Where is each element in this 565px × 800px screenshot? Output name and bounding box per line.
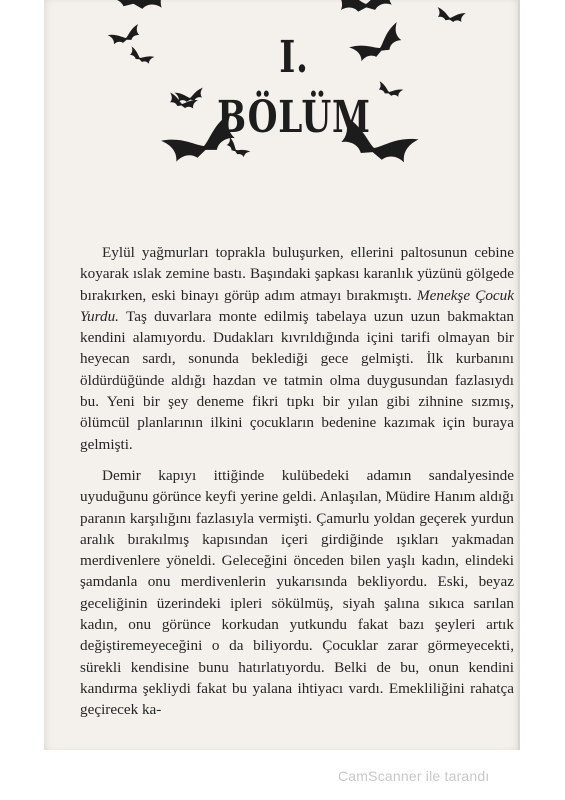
scanner-watermark: CamScanner ile tarandı <box>338 768 490 784</box>
orphanage-name: Menekşe Çocuk Yurdu. <box>80 286 515 325</box>
page-edge <box>518 0 520 750</box>
bat-icon <box>127 46 154 66</box>
paragraph-text: Taş duvarlara monte edilmiş tabelaya uzun uzun bakmaktan kendini alamıyordu. Dudakları kıvrıldığında içini tarifi olmayan bir heyecan sardı, sonunda beklediği gece gelmişti. İlk kurbanını öldürdüğünde aldığı hazdan ve tatmin olma duygusundan fazlasıydı bu. Yeni bir şey deneme fikri tıpkı bir yılan gibi zihnine sızmış, ölümcül planlarının ilkini çocukların bedenine kazımak için buraya gelmişti. <box>80 307 514 453</box>
paragraph <box>80 242 514 455</box>
bat-icon <box>334 0 397 14</box>
book-page <box>44 0 520 750</box>
bat-icon <box>108 24 143 47</box>
paragraph: Demir kapıyı ittiğinde kulübedeki adamın sandalyesinde uyuduğunu görünce keyfi yerine geldi. Anlaşılan, Müdire Hanım aldığı paranın karşılığını fazlasıyla vermişti. Çamurlu yoldan geçerek yurdun aralık bırakılmış kapısından içeri girdiğinde ışıkları yakmadan merdivenlere yöneldi. Geleceğini önceden bilen yaşlı kadın, elindeki şamdanla onu merdivenlerin yukarısında bekliyordu. Eski, beyaz geceliğinin üzerindeki ipleri sökülmüş, siyah şalına sıkıca sarılan kadın, onu görünce korkudan yutkundu fakat bazı şeyleri artık değiştiremeyeceğini o da biliyordu. Çocuklar zarar görmeyecekti, sürekli kendisine bunu hatırlatıyordu. Belki de bu, onun kendini kandırma şekliydi fakat bu yalana ihtiyacı vardı. Emekliliğini rahatça geçirecek ka- <box>80 466 514 719</box>
bat-icon <box>99 0 170 12</box>
bat-icon <box>376 81 403 99</box>
paragraph-text: Eylül yağmurları toprakla buluşurken, ellerini paltosunun cebine koyarak ıslak zemine bastı. Başındaki şapkası karanlık yüzünü gölgede bırakırken, eski binayı görüp adım atmayı bırakmıştı. <box>80 244 514 304</box>
bat-icon <box>435 7 465 24</box>
chapter-title: I. BÖLÜM <box>217 32 371 143</box>
body-text <box>80 242 514 721</box>
